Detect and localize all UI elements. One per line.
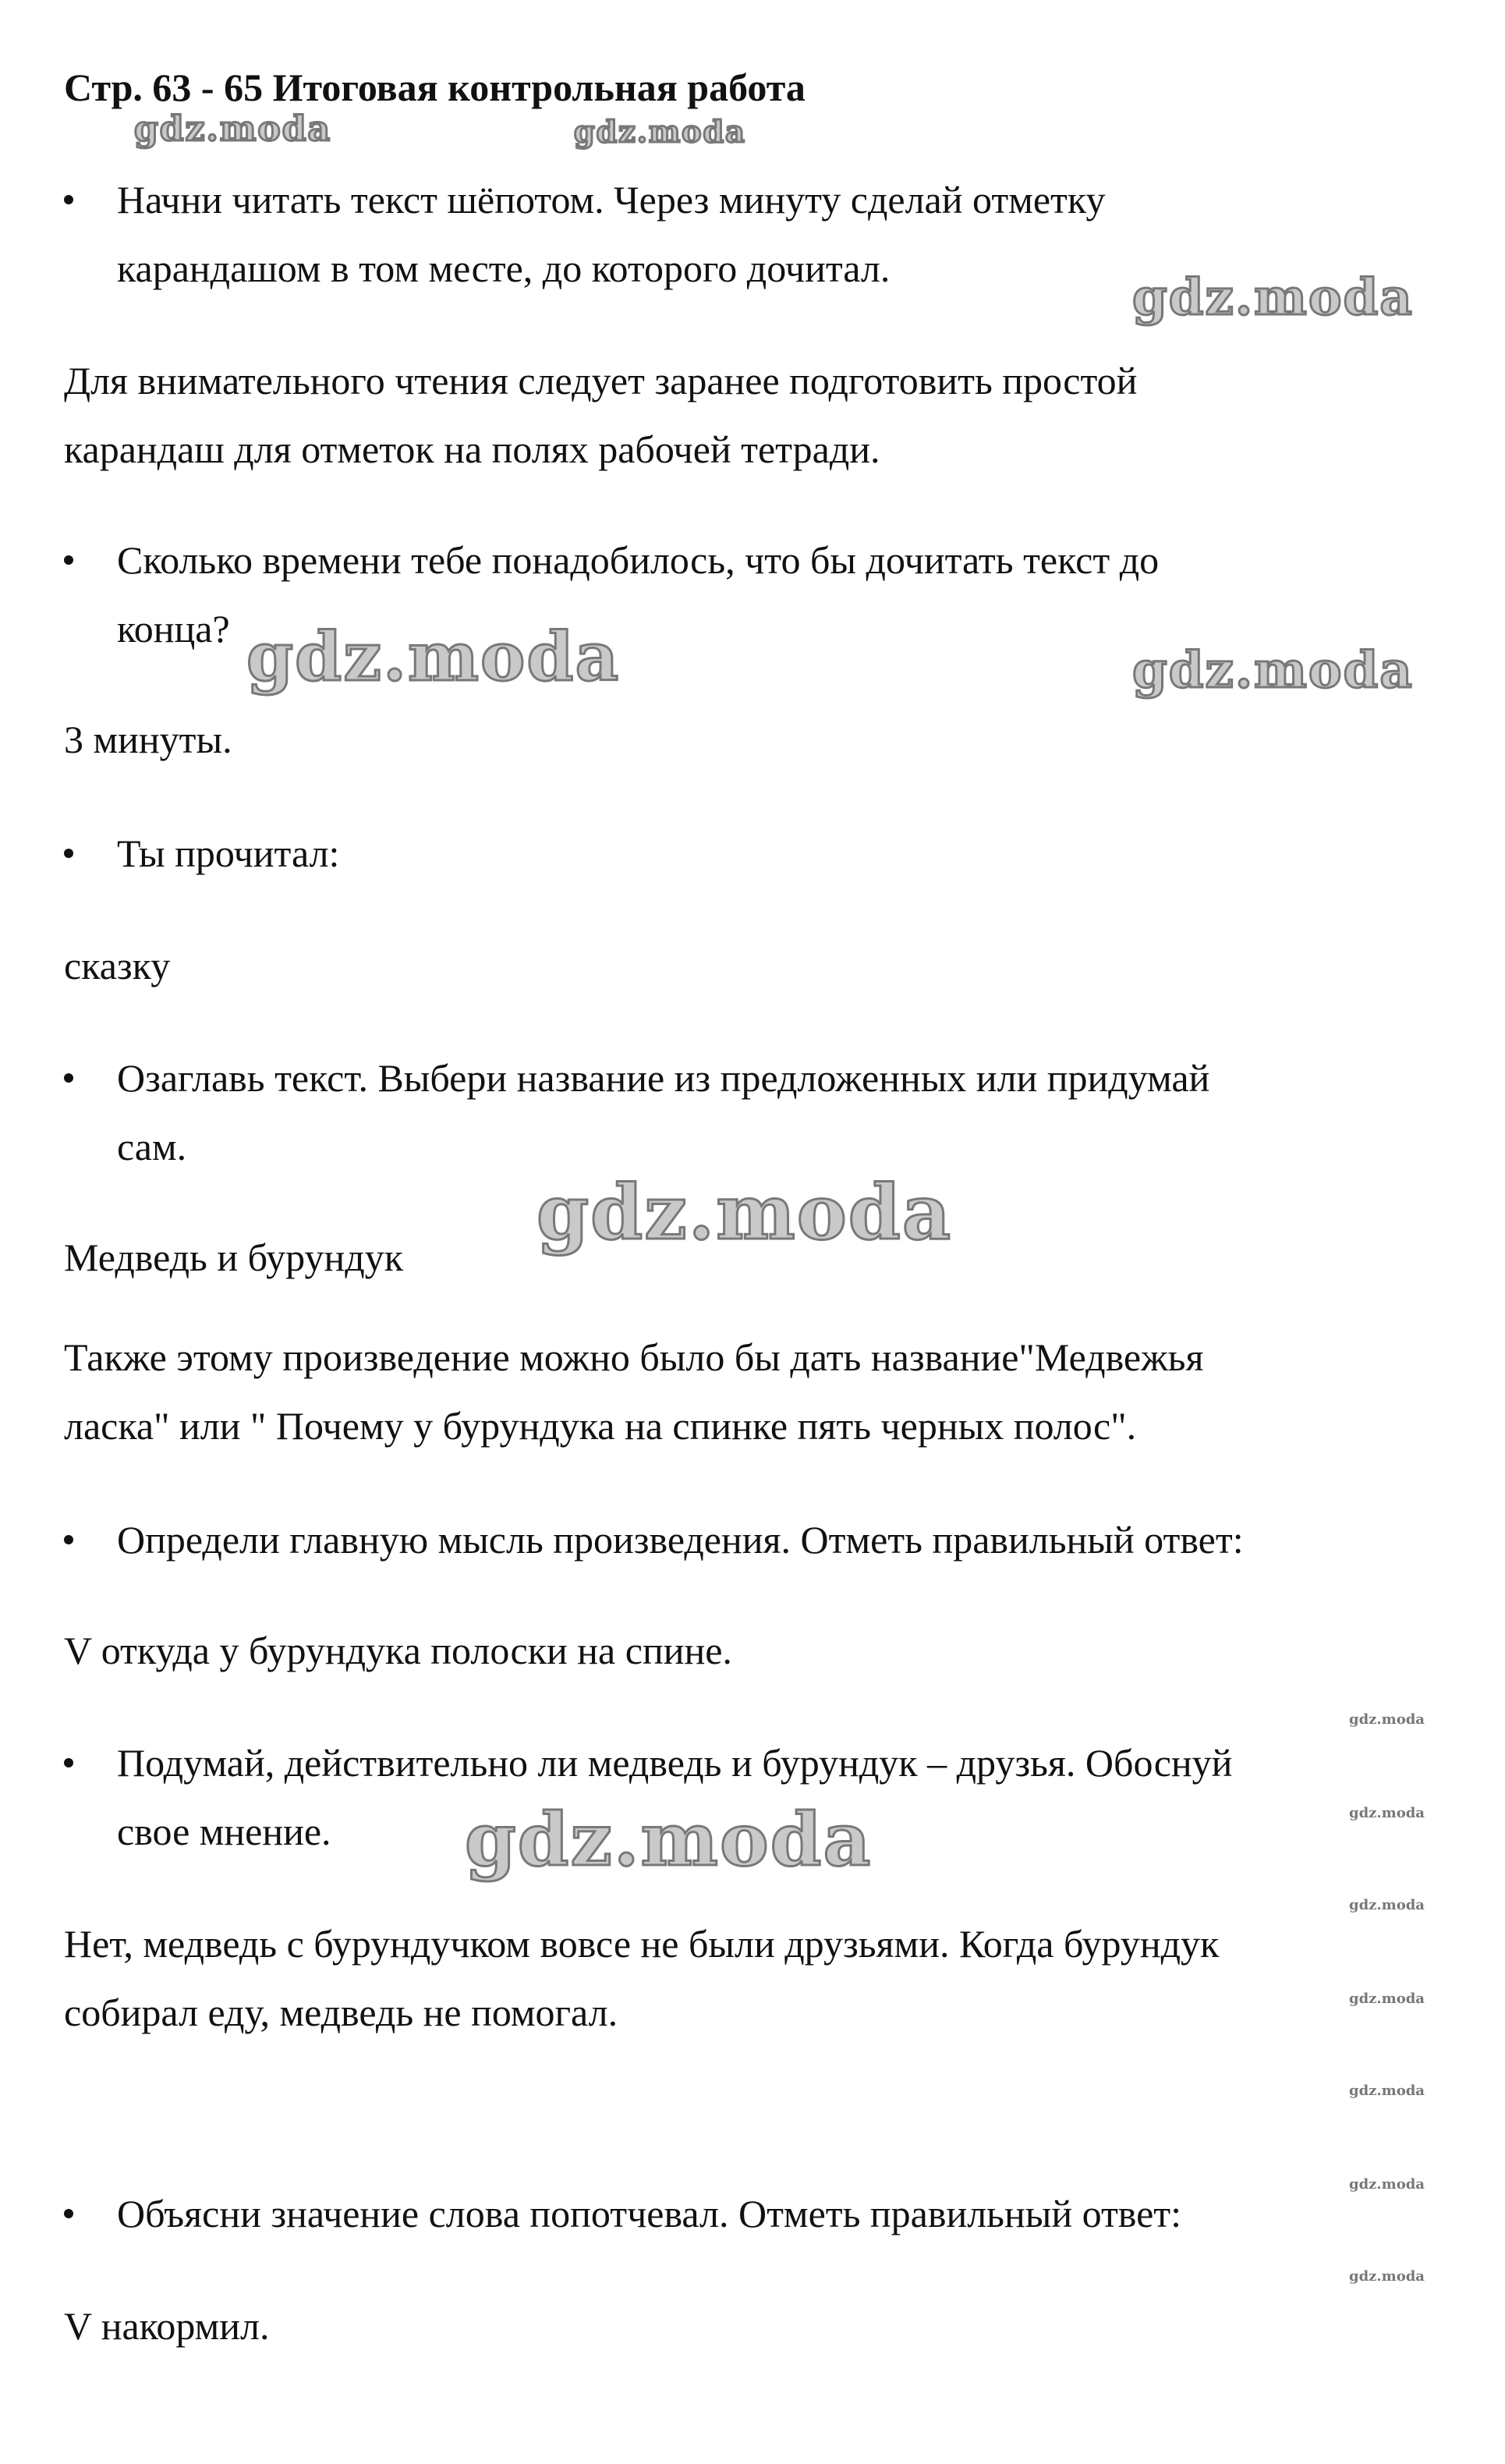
watermark-logo: gdz.moda <box>1349 1897 1425 1913</box>
task-text: Определи главную мысль произведения. Отметь правильный ответ: <box>117 1518 1244 1562</box>
task-text: Подумай, действительно ли медведь и бурундук – друзья. Обоснуй свое мнение. <box>117 1741 1233 1853</box>
task-text: Ты прочитал: <box>117 831 340 875</box>
task-text: Объясни значение слова попотчевал. Отметь правильный ответ: <box>117 2192 1182 2235</box>
bullet-icon <box>64 1535 73 1544</box>
task-bullet-title <box>64 1044 1436 1181</box>
watermark-logo: gdz.moda <box>1349 1991 1425 2007</box>
answer-paragraph: V накормил. <box>64 2304 270 2348</box>
bullet-icon <box>64 849 73 858</box>
bullet-icon <box>64 2209 73 2218</box>
watermark-logo: gdz.moda <box>246 618 621 697</box>
answer-paragraph: Для внимательного чтения следует заранее подготовить простой карандаш для отметок на полях рабочей тетради. <box>64 359 1138 471</box>
watermark-logo: gdz.moda <box>1132 268 1414 327</box>
bullet-icon <box>64 555 73 565</box>
task-text: Озаглавь текст. Выбери название из предложенных или придумай сам. <box>117 1056 1210 1168</box>
watermark-logo: gdz.moda <box>574 114 746 149</box>
watermark-logo: gdz.moda <box>1349 1711 1425 1728</box>
answer-paragraph: V откуда у бурундука полоски на спине. <box>64 1629 732 1672</box>
watermark-logo: gdz.moda <box>1349 2083 1425 2099</box>
watermark-logo: gdz.moda <box>465 1797 873 1883</box>
answer-paragraph: Также этому произведение можно было бы дать название"Медвежья ласка" или " Почему у бурундука на спинке пять черных полос". <box>64 1335 1204 1448</box>
bullet-icon <box>64 195 73 204</box>
watermark-logo: gdz.moda <box>1132 641 1414 700</box>
bullet-icon <box>64 1073 73 1083</box>
task-bullet-genre <box>64 819 1436 888</box>
watermark-logo: gdz.moda <box>134 109 332 149</box>
bullet-icon <box>64 1758 73 1767</box>
answer-paragraph: сказку <box>64 944 171 987</box>
task-bullet-word-meaning <box>64 2179 1436 2248</box>
page-title: Стр. 63 - 65 Итоговая контрольная работа <box>64 66 806 109</box>
watermark-logo: gdz.moda <box>1349 2268 1425 2285</box>
answer-paragraph: Нет, медведь с бурундучком вовсе не были друзьями. Когда бурундук собирал еду, медведь не помогал. <box>64 1922 1220 2034</box>
task-text: Начни читать текст шёпотом. Через минуту сделай отметку карандашом в том месте, до которого дочитал. <box>117 178 1106 290</box>
task-text: Сколько времени тебе понадобилось, что бы дочитать текст до конца? <box>117 538 1160 651</box>
answer-paragraph: Медведь и бурундук <box>64 1236 403 1279</box>
watermark-logo: gdz.moda <box>1349 1805 1425 1821</box>
watermark-logo: gdz.moda <box>1349 2176 1425 2193</box>
answer-paragraph: 3 минуты. <box>64 718 232 761</box>
task-bullet-main-idea <box>64 1505 1436 1574</box>
watermark-logo: gdz.moda <box>536 1168 953 1257</box>
